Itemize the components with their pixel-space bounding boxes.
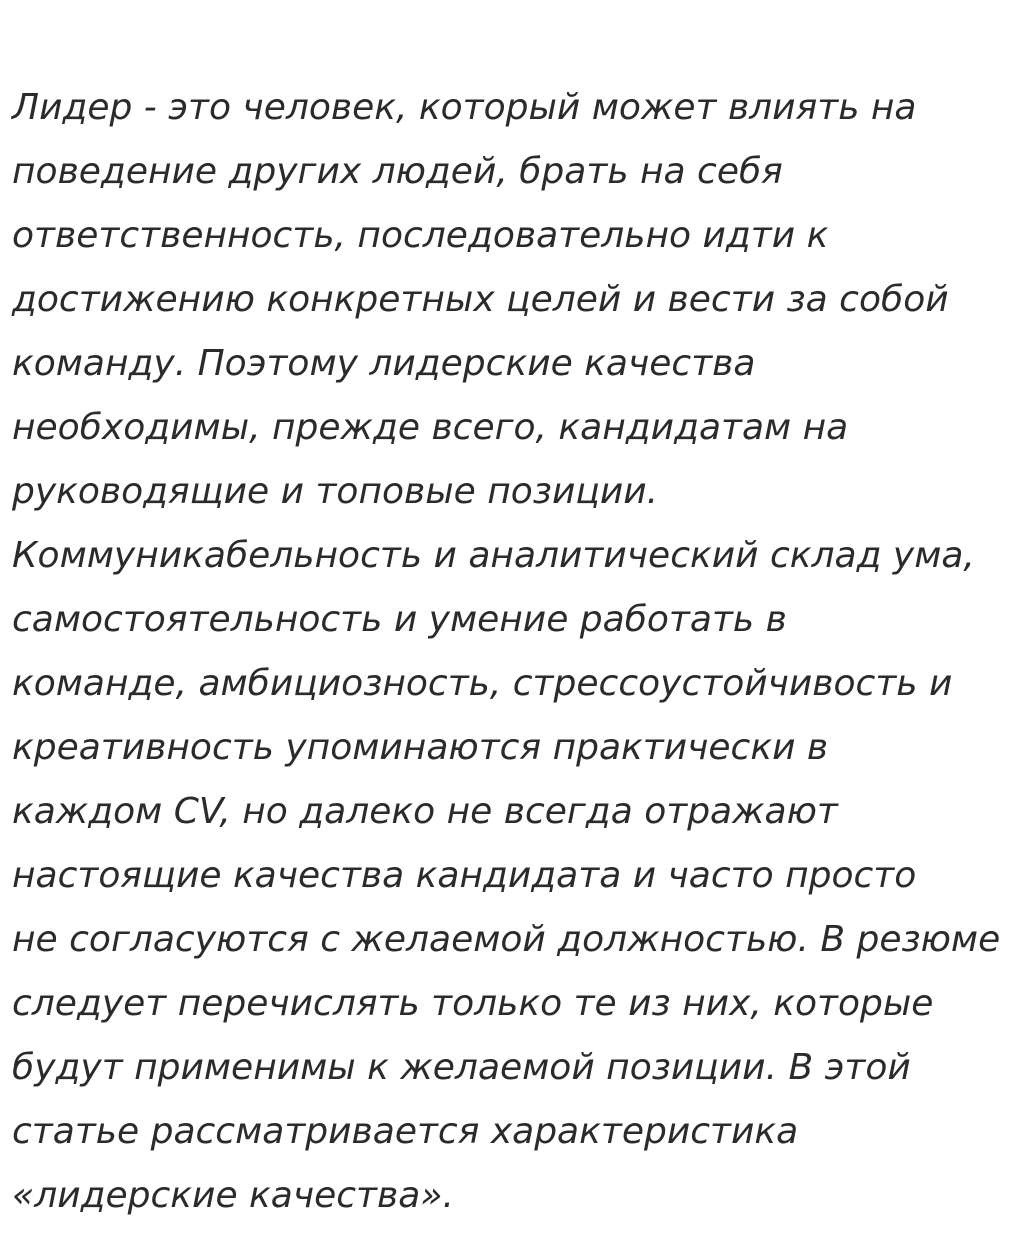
paragraph-line: не согласуются с желаемой должностью. В резюме [12,919,1001,960]
paragraph-line: Коммуникабельность и аналитический склад ума, [12,535,975,576]
paragraph-line: «лидерские качества». [12,1175,454,1216]
paragraph-line: креативность упоминаются практически в [12,727,829,768]
paragraph-line: руководящие и топовые позиции. [12,471,659,512]
paragraph-line: следует перечислять только те из них, которые [12,983,934,1024]
paragraph-line: команде, амбициозность, стрессоустойчивость и [12,663,953,704]
paragraph-line: самостоятельность и умение работать в [12,599,787,640]
paragraph-line: статье рассматривается характеристика [12,1111,799,1152]
paragraph-line: будут применимы к желаемой позиции. В этой [12,1047,911,1088]
paragraph-line: каждом CV, но далеко не всегда отражают [12,791,838,832]
paragraph-line: настоящие качества кандидата и часто просто [12,855,917,896]
paragraph-line: команду. Поэтому лидерские качества [12,343,756,384]
paragraph-line: необходимы, прежде всего, кандидатам на [12,407,849,448]
article-paragraph [12,76,1022,1228]
paragraph-line: достижению конкретных целей и вести за собой [12,279,949,320]
paragraph-line: ответственность, последовательно идти к [12,215,829,256]
paragraph-line: Лидер - это человек, который может влиять на [12,87,917,128]
paragraph-line: поведение других людей, брать на себя [12,151,783,192]
